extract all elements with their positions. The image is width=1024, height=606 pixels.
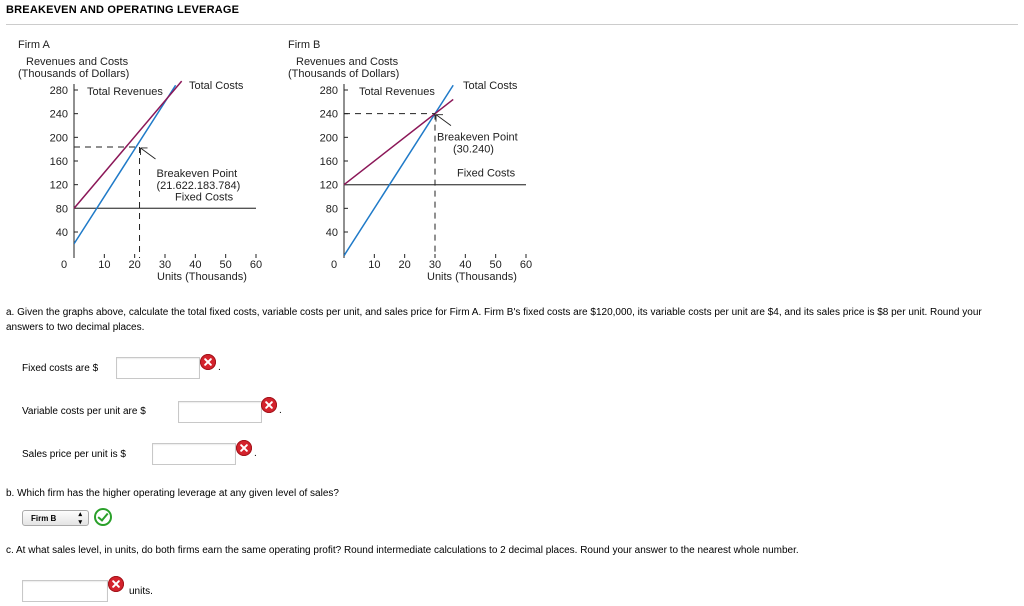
fixed-costs-label: Fixed Costs — [175, 191, 234, 204]
y-tick-label: 80 — [55, 203, 68, 216]
error-icon — [261, 397, 277, 413]
y-axis-label: (Thousands of Dollars) — [18, 68, 130, 80]
x-tick-label: 40 — [459, 259, 472, 271]
fixed-costs-label: Fixed costs are $ — [22, 363, 99, 374]
period: . — [218, 362, 221, 373]
breakeven-label: Breakeven Point — [156, 167, 238, 180]
sales-price-label: Sales price per unit is $ — [22, 449, 126, 460]
page-heading: BREAKEVEN AND OPERATING LEVERAGE — [6, 4, 240, 16]
breakeven-value: (21.622.183.784) — [156, 179, 241, 192]
x-tick-label: 50 — [219, 259, 232, 271]
x-tick-label: 0 — [60, 259, 68, 271]
x-axis-label: Units (Thousands) — [157, 271, 247, 283]
firm-a-title: Firm A — [18, 39, 50, 51]
y-tick-label: 160 — [49, 156, 68, 168]
units-label: units. — [129, 586, 153, 597]
breakeven-arrow-icon — [436, 115, 451, 126]
heading-divider — [6, 24, 1018, 25]
y-tick-label: 240 — [49, 108, 68, 121]
sales-price-input[interactable] — [152, 443, 236, 465]
firm-select[interactable] — [22, 510, 89, 526]
variable-costs-input[interactable] — [178, 401, 262, 423]
y-tick-label: 280 — [49, 85, 68, 97]
question-a-text: a. Given the graphs above, calculate the total fixed costs, variable costs per unit, and sales price for Firm A. Firm B's fixed costs are $120,000, its variable costs per unit are $4, and its sales price is $8 per unit. Round your answers to two decimal places. — [6, 307, 982, 333]
y-axis-label: (Thousands of Dollars) — [288, 68, 400, 80]
error-icon — [108, 576, 124, 592]
total-revenues-label: Total Revenues — [359, 86, 435, 98]
firm-select-value: Firm B — [31, 514, 57, 523]
breakeven-arrow-icon — [141, 148, 156, 159]
y-tick-label: 120 — [49, 179, 68, 192]
y-tick-label: 80 — [325, 203, 338, 216]
total-costs-label: Total Costs — [463, 80, 518, 92]
x-tick-label: 20 — [398, 259, 411, 271]
y-axis-label: Revenues and Costs — [26, 56, 129, 68]
y-tick-label: 280 — [319, 85, 338, 97]
x-tick-label: 60 — [249, 259, 263, 271]
x-tick-label: 0 — [330, 259, 338, 271]
fixed-costs-label: Fixed Costs — [457, 167, 516, 180]
variable-costs-label: Variable costs per unit are $ — [22, 406, 146, 417]
x-tick-label: 30 — [158, 259, 172, 271]
total-costs-label: Total Costs — [189, 80, 244, 92]
total-revenues-label: Total Revenues — [87, 86, 163, 98]
x-tick-label: 40 — [189, 259, 202, 271]
x-axis-label: Units (Thousands) — [427, 271, 517, 283]
select-arrows-icon: ▴ ▾ — [78, 511, 82, 526]
question-c-text: c. At what sales level, in units, do both firms earn the same operating profit? Round intermediate calculations to 2 decimal places. Round your answer to the nearest whole number. — [6, 545, 799, 556]
breakeven-value: (30.240) — [453, 143, 494, 156]
y-tick-label: 40 — [55, 227, 68, 239]
y-tick-label: 240 — [319, 108, 338, 121]
firm-b-chart — [270, 28, 533, 290]
y-tick-label: 40 — [325, 227, 338, 239]
breakeven-label: Breakeven Point — [437, 131, 518, 144]
y-axis-label: Revenues and Costs — [296, 56, 399, 68]
x-tick-label: 10 — [98, 259, 111, 271]
total-revenues-line — [74, 85, 176, 244]
x-tick-label: 10 — [368, 259, 381, 271]
period: . — [279, 405, 282, 416]
correct-icon — [94, 508, 112, 526]
y-tick-label: 200 — [49, 132, 68, 145]
error-icon — [236, 440, 252, 456]
firm-b-title: Firm B — [288, 39, 321, 51]
y-tick-label: 120 — [319, 179, 338, 192]
error-icon — [200, 354, 216, 370]
total-revenues-line — [344, 85, 453, 255]
x-tick-label: 30 — [428, 259, 442, 271]
x-tick-label: 20 — [128, 259, 141, 271]
y-tick-label: 160 — [319, 156, 338, 168]
x-tick-label: 60 — [519, 259, 533, 271]
sales-level-input[interactable] — [22, 580, 108, 602]
firm-a-chart — [0, 28, 263, 290]
question-b-text: b. Which firm has the higher operating leverage at any given level of sales? — [6, 488, 339, 499]
x-tick-label: 50 — [489, 259, 502, 271]
y-tick-label: 200 — [319, 132, 338, 145]
fixed-costs-input[interactable] — [116, 357, 200, 379]
period: . — [254, 448, 257, 459]
